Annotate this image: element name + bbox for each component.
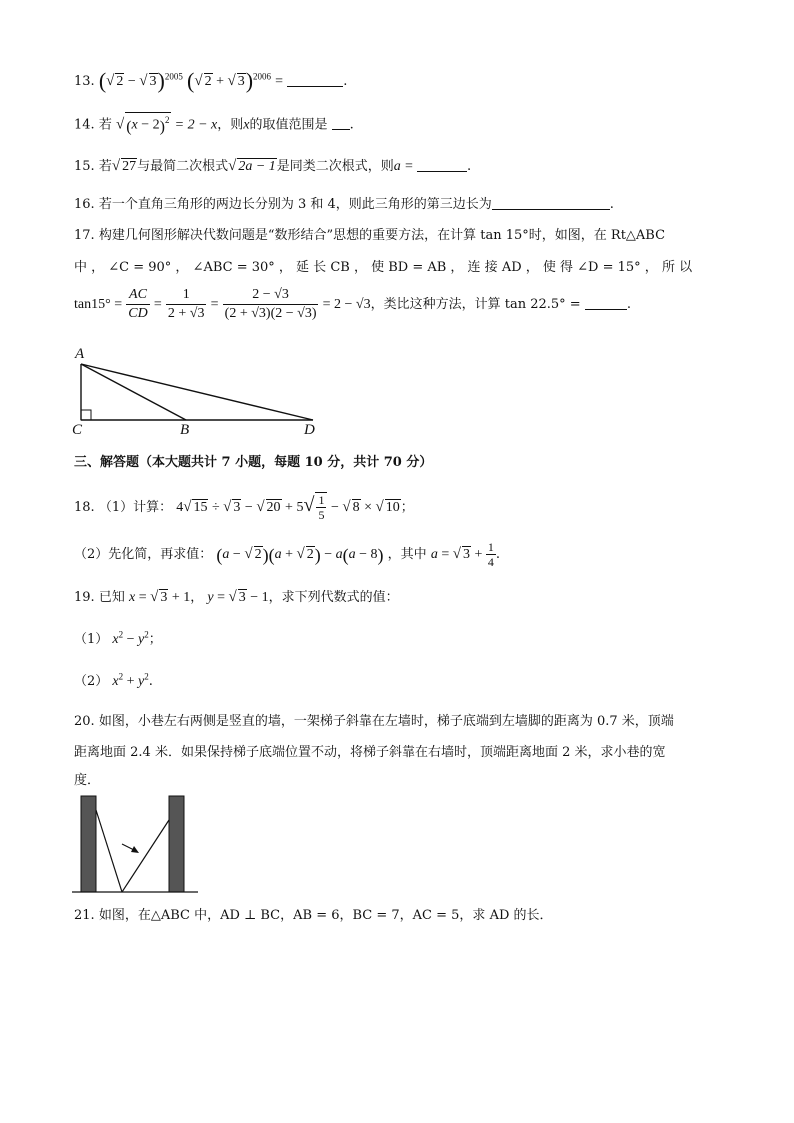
fig17-label-A: A	[75, 346, 85, 362]
question-19-part2: （2） $x^2 + y^2$.	[74, 671, 153, 689]
q13-number: 13.	[74, 74, 95, 89]
q13-exp1: 2005	[164, 71, 183, 82]
question-21: 21. 如图，在△ABC 中，AD ⊥ BC，AB = 6，BC = 7，AC = 5，求 AD 的长．	[74, 908, 553, 923]
question-19-part1: （1） $x^2 - y^2$；	[74, 629, 162, 647]
q16-number: 16.	[74, 197, 95, 212]
question-18-part2: （2）先化简，再求值： (a − √ 2)(a + √ 2) − a(a − 8) ，其中 a = √ 3 + $\frac{1}{4}$ .	[74, 540, 500, 569]
question-17-line2: 中 ， ∠C = 90° ， ∠ABC = 30° ， 延 长 CB ， 使 BD = AB ， 连 接 AD ， 使 得 ∠D = 15° ， 所 以	[74, 260, 693, 275]
q16-answer-blank[interactable]	[492, 197, 610, 210]
q18-number: 18.	[74, 500, 95, 515]
fig17-label-C: C	[72, 422, 83, 438]
q20-ladder-figure	[70, 792, 205, 896]
fig17-label-D: D	[304, 422, 315, 438]
section-3-heading: 三、解答题（本大题共计 7 小题，每题 10 分，共计 70 分）	[74, 455, 433, 470]
q20-number: 20.	[74, 714, 95, 729]
q19-number: 19.	[74, 590, 95, 605]
question-20-line1: 20. 如图，小巷左右两侧是竖直的墙，一架梯子斜靠在左墙时，梯子底端到左墙脚的距离为 0.7 米，顶端	[74, 714, 674, 729]
question-14: 14. 若 √ $(x - 2)^2 = 2 - x$，则x的取值范围是 .	[74, 112, 354, 134]
q21-number: 21.	[74, 908, 95, 923]
question-17-formula: tan15° = $\frac{AC}{CD}$ = $\frac{1}{2 + √3}$ = $\frac{2 - √3}{(2 + √3)(2 - √3)}$ = 2 − √3，类比这种方法，计算 tan 22.5° = .	[74, 287, 631, 321]
q14-number: 14.	[74, 117, 95, 133]
q15-number: 15.	[74, 159, 95, 174]
q17-triangle-figure	[70, 346, 330, 438]
question-13: 13. (√ 2 − √ 3)$^{2005}$ (√ 2 + √ 3)$^{2006}$ = .	[74, 68, 348, 93]
question-16: 16. 若一个直角三角形的两边长分别为 3 和 4，则此三角形的第三边长为 .	[74, 197, 614, 212]
q17-answer-blank[interactable]	[585, 297, 627, 310]
q14-rhs: = 2 − x	[174, 117, 218, 133]
question-20-line2: 距离地面 2.4 米．如果保持梯子底端位置不动，将梯子斜靠在右墙时，顶端距离地面 2 米，求小巷的宽	[74, 745, 666, 760]
question-20-line3: 度．	[74, 773, 101, 788]
q14-answer-blank[interactable]	[332, 117, 350, 130]
question-18-part1: 18. （1）计算： 4√ 15 ÷ √ 3 − √ 20 + 5√ $\frac{1}{5}$ − √ 8 × √ 10；	[74, 493, 414, 522]
q13-answer-blank[interactable]	[287, 74, 343, 87]
q15-answer-blank[interactable]	[417, 159, 467, 172]
q13-exp2: 2006	[253, 71, 272, 82]
question-15: 15. 若√ 27与最简二次根式√ 2a − 1是同类二次根式，则a = .	[74, 158, 472, 174]
fig17-label-B: B	[180, 422, 190, 438]
q17-number: 17.	[74, 228, 95, 243]
question-17-line1: 17. 构建几何图形解决代数问题是“数形结合”思想的重要方法，在计算 tan 15°时，如图，在 Rt△ABC	[74, 228, 666, 243]
question-19: 19. 已知 x = √ 3 + 1， y = √ 3 − 1，求下列代数式的值：	[74, 589, 399, 605]
